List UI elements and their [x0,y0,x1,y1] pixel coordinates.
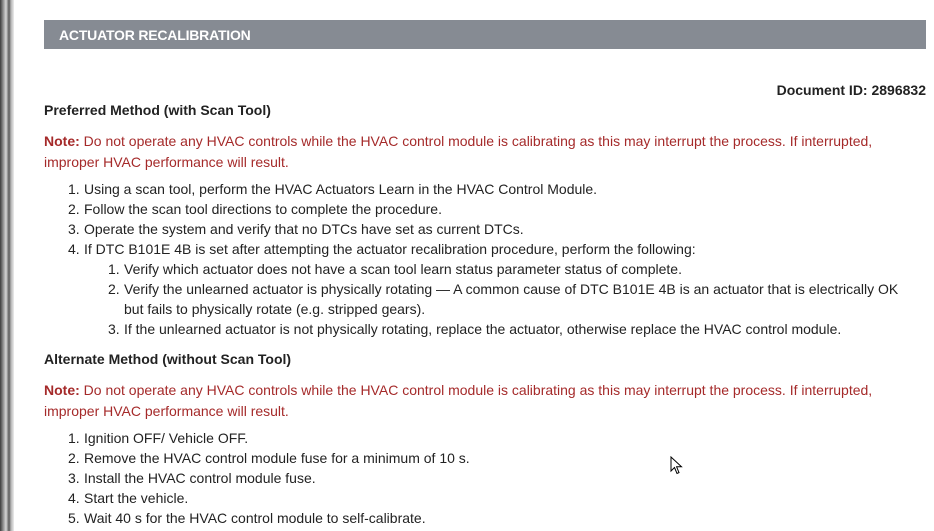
alternate-note [44,380,904,422]
alternate-method-title: Alternate Method (without Scan Tool) [44,351,292,367]
list-item: 2. Follow the scan tool directions to complete the procedure. [68,201,442,217]
note-text: Do not operate any HVAC controls while the HVAC control module is calibrating as this may interrupt the process. If interrupted, improper HVAC performance will result. [44,382,873,419]
preferred-substeps-list [84,259,918,339]
list-item: 4. If DTC B101E 4B is set after attempting the actuator recalibration procedure, perform the following: 1. Verify which actuator does not have a scan tool learn status parameter status of complete. 2. Verify the unlearned actuator is physically rotating — A common cause of DTC B101E 4B is an actuator that is electrically OK but fails to physically rotate (e.g. stripped gears). 3. If the unlearned actuator is not physically rotating, replace the actuator, otherwise replace the HVAC control module. [68,239,918,339]
list-item: 2. Remove the HVAC control module fuse for a minimum of 10 s. [68,450,470,466]
note-text: Do not operate any HVAC controls while the HVAC control module is calibrating as this may interrupt the process. If interrupted, improper HVAC performance will result. [44,133,873,170]
list-item: 1. Verify which actuator does not have a scan tool learn status parameter status of complete. [108,261,682,277]
document-id: Document ID: 2896832 [776,82,926,98]
list-item: 3. If the unlearned actuator is not physically rotating, replace the actuator, otherwise replace the HVAC control module. [108,321,842,337]
list-item: 3. Install the HVAC control module fuse. [68,470,316,486]
preferred-method-title: Preferred Method (with Scan Tool) [44,102,271,118]
list-item: 5. Wait 40 s for the HVAC control module to self-calibrate. [68,510,426,526]
alternate-steps-list [68,428,918,528]
list-item: 3. Operate the system and verify that no DTCs have set as current DTCs. [68,221,524,237]
list-item: 4. Start the vehicle. [68,490,189,506]
note-label: Note: [44,133,80,149]
note-label: Note: [44,382,80,398]
mouse-pointer-icon [670,456,684,476]
section-header-title: ACTUATOR RECALIBRATION [59,27,251,43]
list-item: 2. Verify the unlearned actuator is physically rotating — A common cause of DTC B101E 4B is an actuator that is electrically OK but fails to physically rotate (e.g. stripped gears). [108,281,899,317]
window-frame-edge [0,0,14,531]
preferred-note [44,131,904,173]
section-header-bar [44,20,926,49]
list-item: 1. Using a scan tool, perform the HVAC Actuators Learn in the HVAC Control Module. [68,181,598,197]
preferred-steps-list [68,179,918,339]
list-item: 1. Ignition OFF/ Vehicle OFF. [68,430,249,446]
